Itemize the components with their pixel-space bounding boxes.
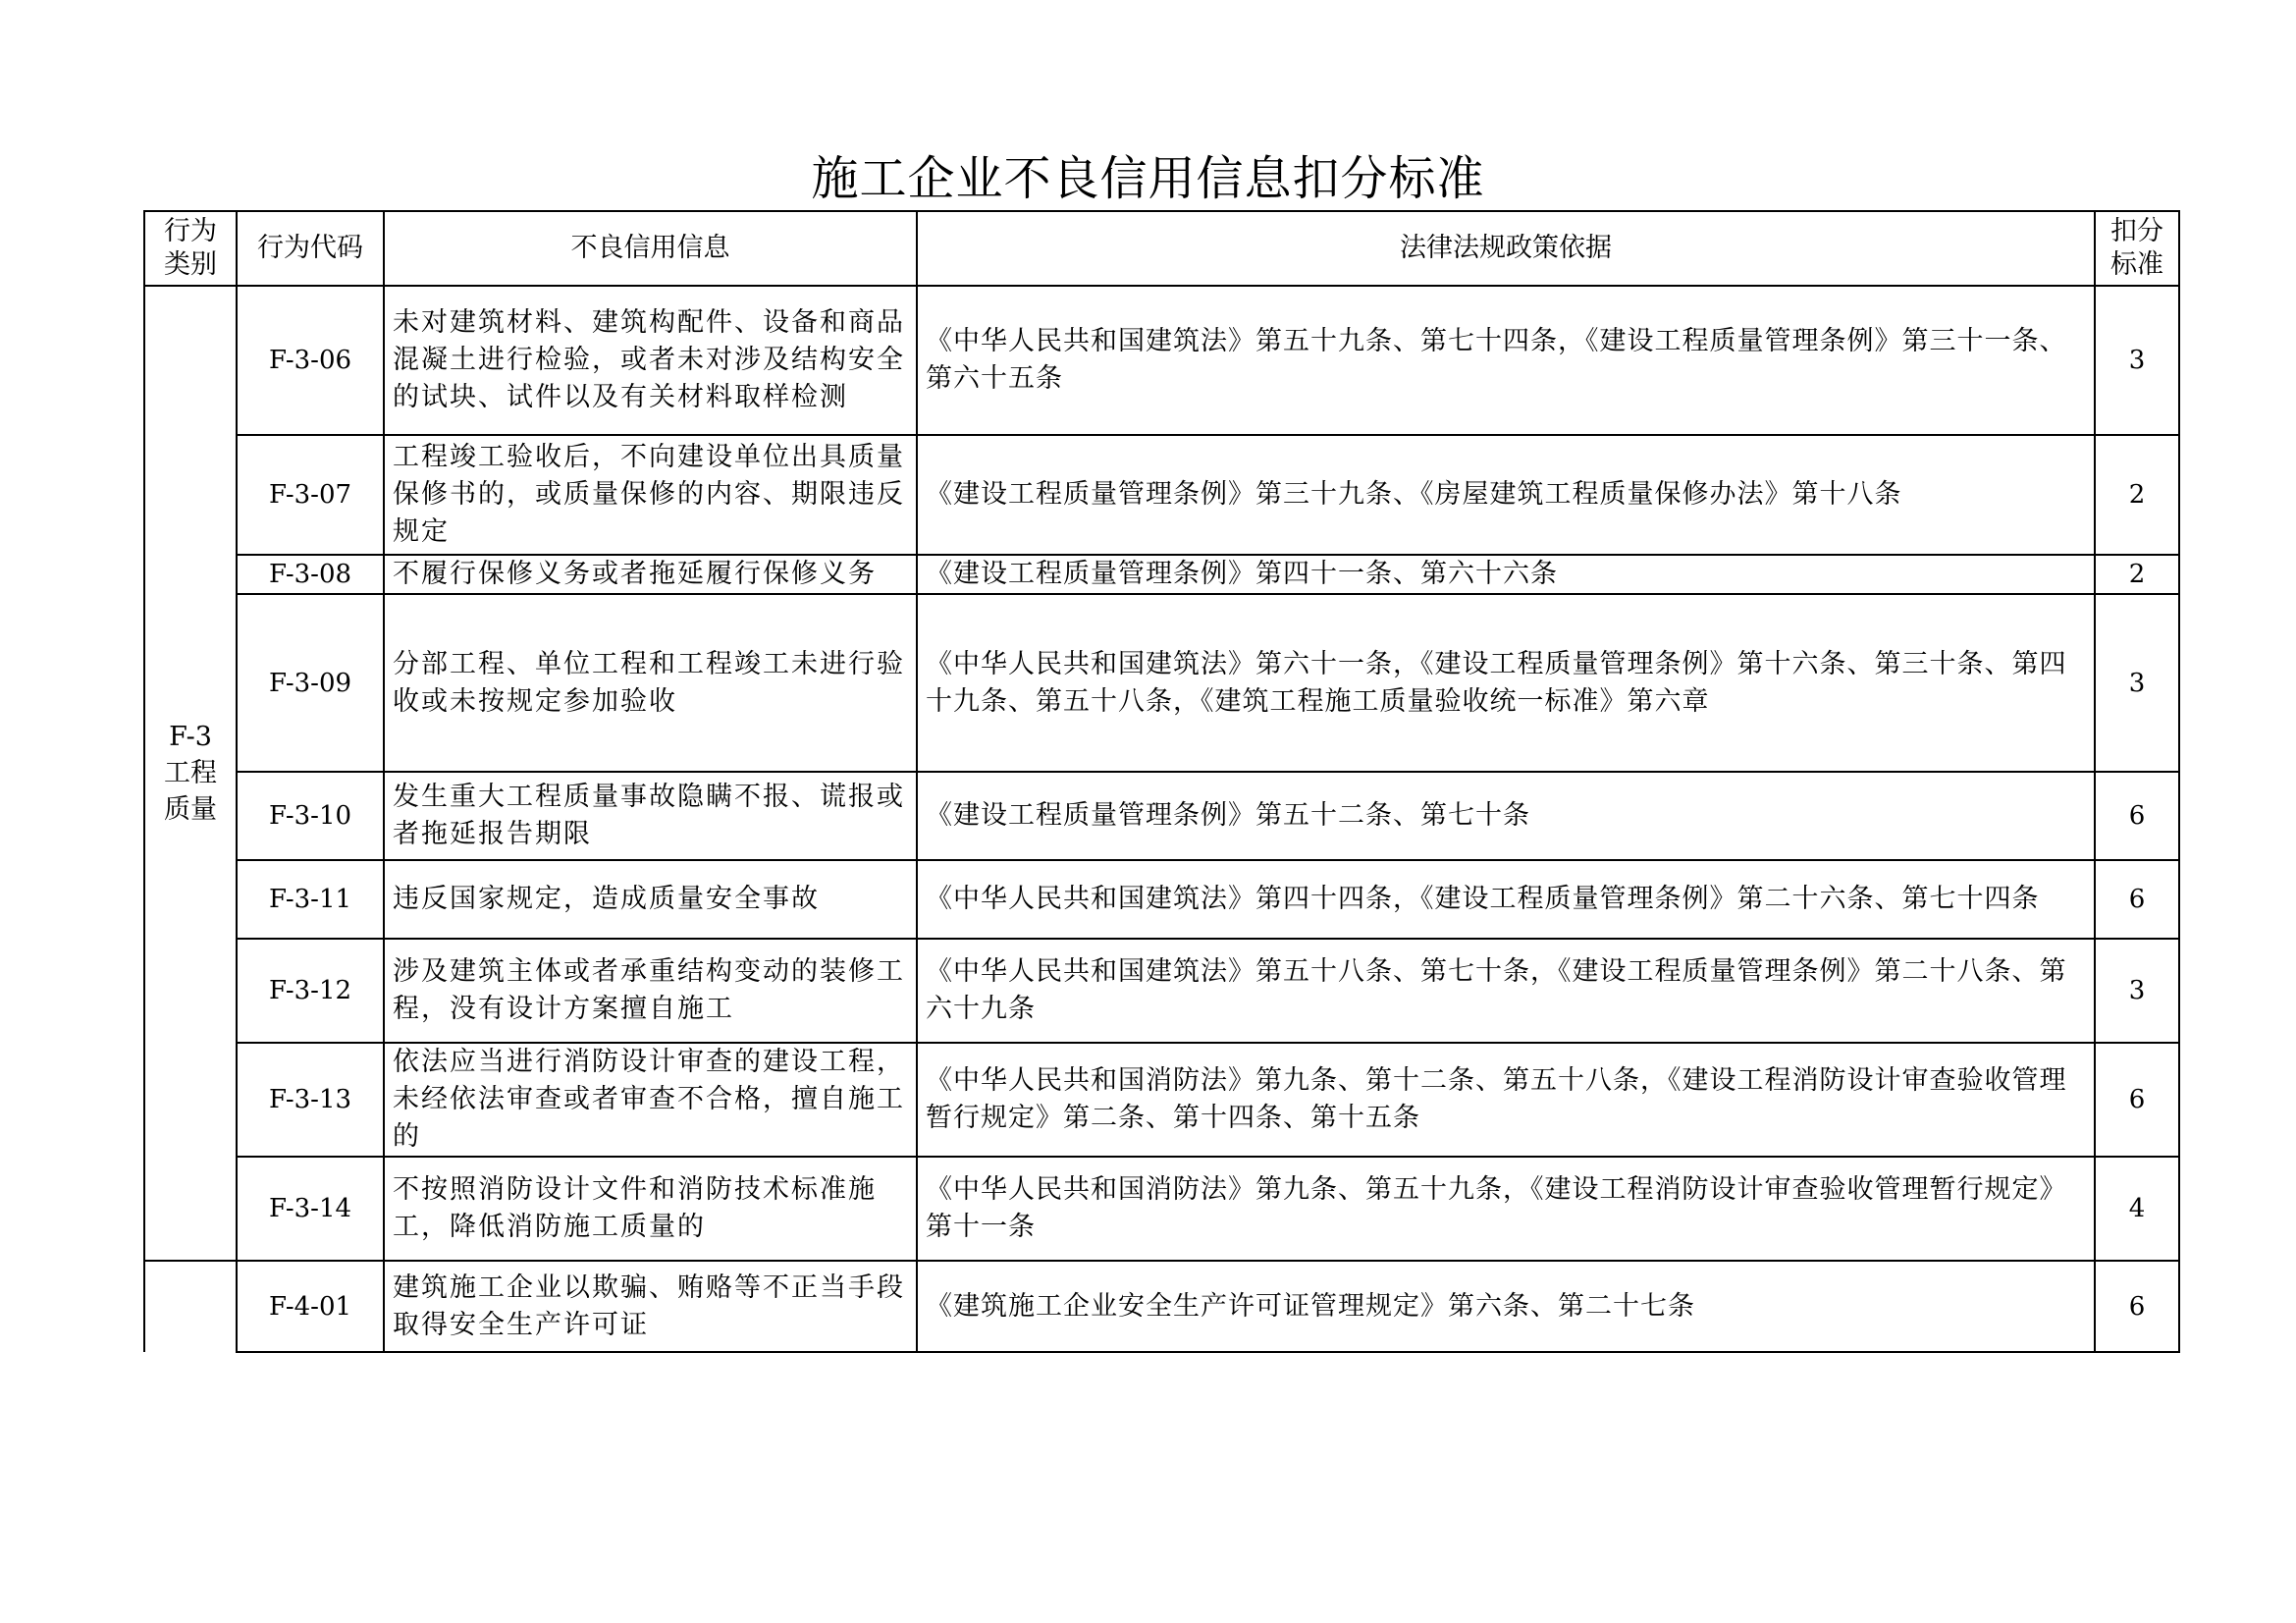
- table-row: [144, 1043, 2179, 1157]
- row-score: 3: [2095, 939, 2179, 1043]
- row-code: F-3-10: [237, 772, 384, 860]
- row-code: F-4-01: [237, 1261, 384, 1352]
- row-basis: 《建设工程质量管理条例》第五十二条、第七十条: [917, 772, 2095, 860]
- row-code: F-3-11: [237, 860, 384, 939]
- table-row: [144, 1157, 2179, 1261]
- row-code: F-3-07: [237, 435, 384, 555]
- category-code: F-3: [169, 722, 212, 752]
- header-basis: 法律法规政策依据: [917, 211, 2095, 286]
- row-score: 6: [2095, 1261, 2179, 1352]
- table-row: [144, 1261, 2179, 1352]
- row-basis: 《中华人民共和国建筑法》第五十九条、第七十四条，《建设工程质量管理条例》第三十一条、第六十五条: [917, 286, 2095, 435]
- row-code: F-3-13: [237, 1043, 384, 1157]
- row-basis: 《中华人民共和国消防法》第九条、第十二条、第五十八条，《建设工程消防设计审查验收管理暂行规定》第二条、第十四条、第十五条: [917, 1043, 2095, 1157]
- credit-deduction-table: [143, 210, 2180, 1353]
- header-score: 扣分标准: [2095, 211, 2179, 286]
- row-code: F-3-12: [237, 939, 384, 1043]
- row-score: 6: [2095, 1043, 2179, 1157]
- row-code: F-3-14: [237, 1157, 384, 1261]
- table-row: [144, 555, 2179, 594]
- row-basis: 《中华人民共和国消防法》第九条、第五十九条，《建设工程消防设计审查验收管理暂行规定》第十一条: [917, 1157, 2095, 1261]
- row-info: 建筑施工企业以欺骗、贿赂等不正当手段取得安全生产许可证: [384, 1261, 917, 1352]
- table-row: [144, 435, 2179, 555]
- category-name: 工程质量: [164, 758, 217, 825]
- header-info: 不良信用信息: [384, 211, 917, 286]
- header-code: 行为代码: [237, 211, 384, 286]
- row-info: 未对建筑材料、建筑构配件、设备和商品混凝土进行检验，或者未对涉及结构安全的试块、试件以及有关材料取样检测: [384, 286, 917, 435]
- row-info: 涉及建筑主体或者承重结构变动的装修工程，没有设计方案擅自施工: [384, 939, 917, 1043]
- row-basis: 《中华人民共和国建筑法》第四十四条，《建设工程质量管理条例》第二十六条、第七十四条: [917, 860, 2095, 939]
- row-info: 发生重大工程质量事故隐瞒不报、谎报或者拖延报告期限: [384, 772, 917, 860]
- row-score: 3: [2095, 594, 2179, 772]
- table-row: [144, 939, 2179, 1043]
- row-info: 依法应当进行消防设计审查的建设工程，未经依法审查或者审查不合格，擅自施工的: [384, 1043, 917, 1157]
- row-score: 2: [2095, 555, 2179, 594]
- category-cell-f3: [144, 286, 237, 1261]
- row-info: 分部工程、单位工程和工程竣工未进行验收或未按规定参加验收: [384, 594, 917, 772]
- row-basis: 《中华人民共和国建筑法》第五十八条、第七十条，《建设工程质量管理条例》第二十八条、第六十九条: [917, 939, 2095, 1043]
- table-row: [144, 594, 2179, 772]
- row-score: 3: [2095, 286, 2179, 435]
- category-cell-f4: [144, 1261, 237, 1352]
- row-score: 2: [2095, 435, 2179, 555]
- row-score: 4: [2095, 1157, 2179, 1261]
- row-score: 6: [2095, 860, 2179, 939]
- row-basis: 《建筑施工企业安全生产许可证管理规定》第六条、第二十七条: [917, 1261, 2095, 1352]
- document-title: 施工企业不良信用信息扣分标准: [811, 151, 1485, 206]
- row-basis: 《建设工程质量管理条例》第三十九条、《房屋建筑工程质量保修办法》第十八条: [917, 435, 2095, 555]
- row-code: F-3-06: [237, 286, 384, 435]
- header-category: 行为类别: [144, 211, 237, 286]
- row-score: 6: [2095, 772, 2179, 860]
- row-basis: 《中华人民共和国建筑法》第六十一条，《建设工程质量管理条例》第十六条、第三十条、第四十九条、第五十八条，《建筑工程施工质量验收统一标准》第六章: [917, 594, 2095, 772]
- row-info: 违反国家规定，造成质量安全事故: [384, 860, 917, 939]
- row-info: 工程竣工验收后，不向建设单位出具质量保修书的，或质量保修的内容、期限违反规定: [384, 435, 917, 555]
- row-code: F-3-09: [237, 594, 384, 772]
- table-row: [144, 286, 2179, 435]
- table-row: [144, 860, 2179, 939]
- row-info: 不按照消防设计文件和消防技术标准施工，降低消防施工质量的: [384, 1157, 917, 1261]
- row-basis: 《建设工程质量管理条例》第四十一条、第六十六条: [917, 555, 2095, 594]
- table-header-row: [144, 211, 2179, 286]
- table-row: [144, 772, 2179, 860]
- row-code: F-3-08: [237, 555, 384, 594]
- row-info: 不履行保修义务或者拖延履行保修义务: [384, 555, 917, 594]
